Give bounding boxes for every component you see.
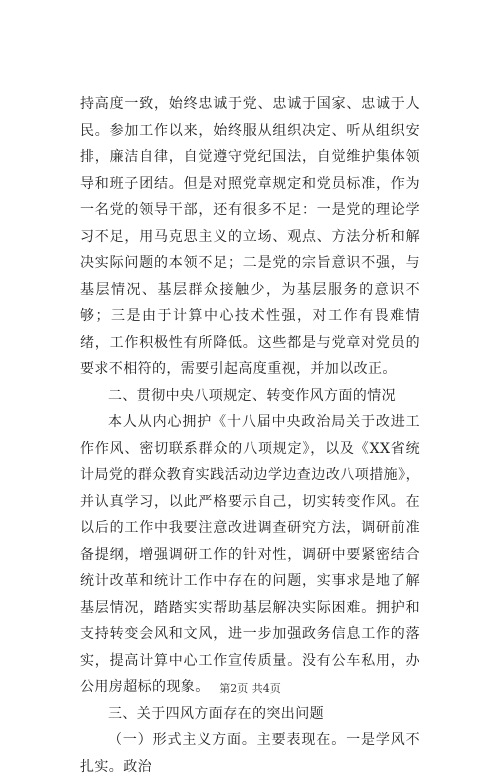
document-body <box>80 91 420 780</box>
paragraph-eight-rules: 本人从内心拥护《十八届中央政治局关于改进工作作风、密切联系群众的八项规定》，以及《XX省统计局党的群众教育实践活动边学边查边改八项措施》，并认真学习，以此严格要示自己，切实转变作风。在以后的工作中我要注意改进调查研究方法，调研前准备提纲，增强调研工作的针对性，调研中要紧密结合统计改革和统计工作中存在的问题，实事求是地了解基层情况，踏踏实实帮助基层解决实际困难。拥护和支持转变会风和文风，进一步加强政务信息工作的落实，提高计算中心工作宣传质量。没有公车私用，办公用房超标的现象。 <box>80 414 420 695</box>
section-heading-eight-rules: 二、贯彻中央八项规定、转变作风方面的情况 <box>108 387 396 404</box>
paragraph-party-loyalty: 持高度一致，始终忠诚于党、忠诚于国家、忠诚于人民。参加工作以来，始终服从组织决定、听从组织安排，廉洁自律，自觉遵守党纪国法，自觉维护集体领导和班子团结。但是对照党章规定和党员标准，作为一名党的领导干部，还有很多不足：一是党的理论学习不足，用马克思主义的立场、观点、方法分析和解决实际问题的本领不足；二是党的宗旨意识不强，与基层情况、基层群众接触少，为基层服务的意识不够；三是由于计算中心技术性强，对工作有畏难情绪，工作积极性有所降低。这些都是与党章对党员的要求不相符的，需要引起高度重视，并加以改正。 <box>80 96 420 377</box>
paragraph-formalism: （一）形式主义方面。主要表现在。一是学风不扎实。政治 <box>80 732 420 775</box>
page-number-footer: 第2页 共4页 <box>219 682 281 695</box>
section-heading-four-winds: 三、关于四风方面存在的突出问题 <box>108 705 324 722</box>
